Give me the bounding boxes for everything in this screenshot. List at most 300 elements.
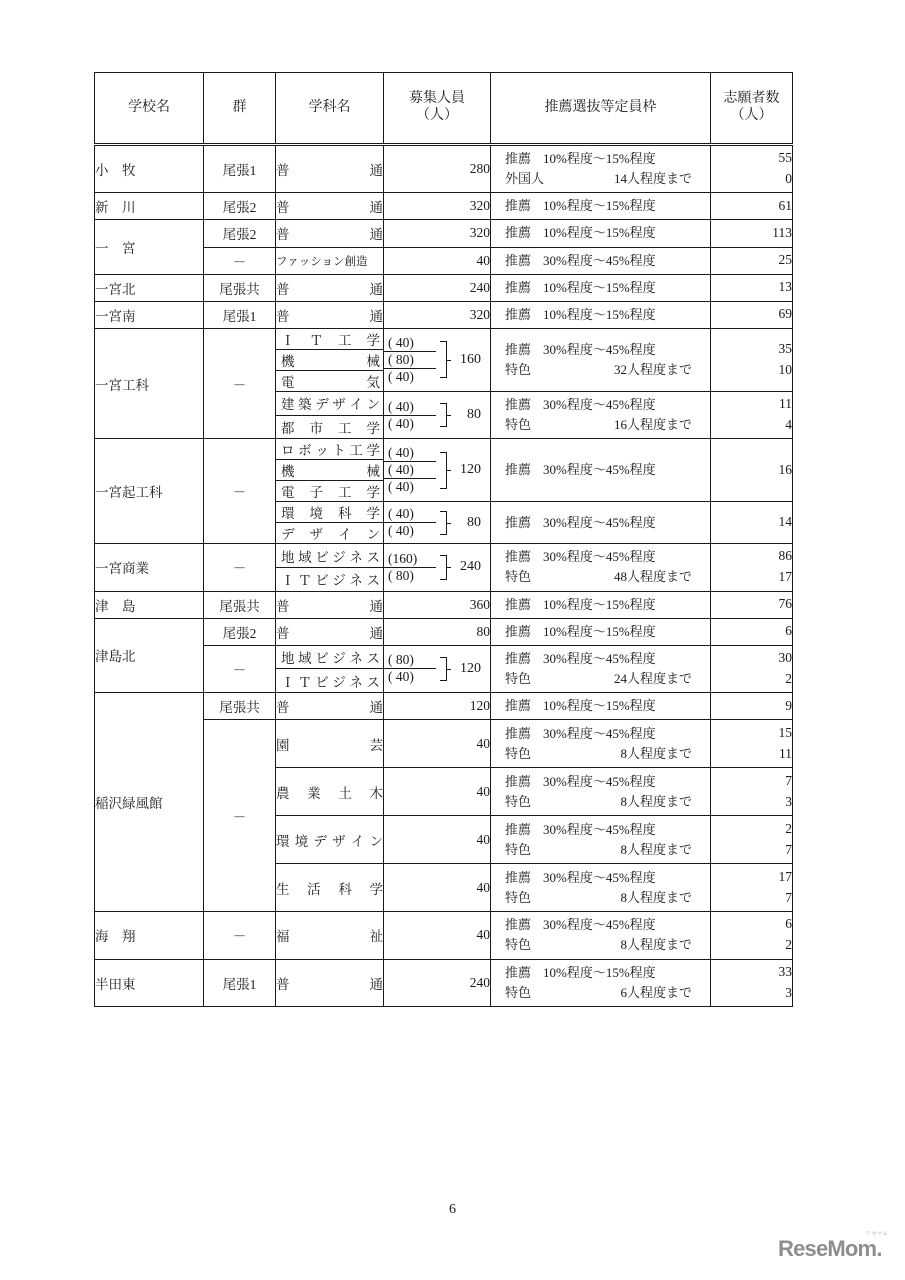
department-char: 域: [298, 549, 312, 565]
capacity-group-cell: [384, 439, 491, 502]
applicants-count: 7: [785, 841, 792, 857]
capacity-cell: 40: [384, 864, 491, 912]
selection-kind: 推薦: [505, 198, 532, 214]
selection-quota-line: [491, 983, 710, 1003]
department-char: デ: [281, 527, 295, 543]
table-row: [95, 193, 793, 220]
department-name: [276, 622, 383, 642]
department-char: ジ: [332, 573, 346, 589]
department-char: ト: [332, 443, 346, 459]
department-name-wrap: [276, 647, 383, 667]
applicants-count: 9: [785, 697, 792, 713]
school-name-cell: 一宮工科: [95, 328, 204, 438]
table-row: [95, 301, 793, 328]
applicants-count-cell: [711, 618, 793, 645]
table-header-row: [95, 73, 793, 145]
gun-cell: －: [204, 720, 276, 912]
gun-cell: 尾張2: [204, 220, 276, 247]
applicants-count: 11: [779, 396, 792, 412]
admissions-table-body: [95, 73, 793, 1007]
gun-cell: 尾張共: [204, 274, 276, 301]
selection-quota-cell: [491, 591, 711, 618]
selection-kind: 推薦: [505, 396, 532, 412]
selection-kind: 推薦: [505, 623, 532, 639]
applicants-count-cell: [711, 193, 793, 220]
department-char: 電: [281, 485, 295, 501]
header-applicants: [711, 73, 793, 145]
applicants-count: 17: [778, 569, 792, 585]
school-name-cell: 新 川: [95, 193, 204, 220]
selection-quota-cell: [491, 816, 711, 864]
department-char: 祉: [369, 929, 383, 945]
selection-quota-list: [491, 912, 710, 958]
brace-shape: [440, 555, 447, 579]
applicants-count-cell: [711, 220, 793, 247]
gun-cell: 尾張2: [204, 618, 276, 645]
department-name: [276, 393, 383, 413]
selection-quota-line: [491, 278, 710, 298]
department-char: 普: [276, 598, 290, 614]
selection-quota-cell: [491, 912, 711, 959]
department-char: ジ: [332, 549, 346, 565]
department-name-cell: [276, 391, 384, 415]
sub-capacity-list: [384, 399, 436, 432]
department-char: 科: [338, 881, 352, 897]
department-char: ス: [366, 573, 380, 589]
department-name-cell: [276, 502, 384, 523]
department-name: [276, 973, 383, 993]
sub-capacity: ( 40): [388, 415, 414, 431]
gun-cell: －: [204, 544, 276, 591]
header-capacity: [384, 73, 491, 145]
school-name-cell: 一 宮: [95, 220, 204, 274]
applicants-count-cell: [711, 591, 793, 618]
department-char: イ: [349, 397, 363, 413]
selection-value: 8人程度まで: [620, 841, 692, 857]
department-char: 通: [369, 598, 383, 614]
selection-value: 10%程度〜15%程度: [543, 596, 656, 612]
admissions-table: [94, 72, 793, 1007]
department-name: [276, 523, 383, 543]
applicants-count: 11: [779, 745, 792, 761]
department-name-cell: [276, 145, 384, 193]
capacity-cell: 40: [384, 912, 491, 959]
department-char: 工: [338, 485, 352, 501]
selection-kind: 推薦: [505, 462, 532, 478]
department-char: ネ: [349, 651, 363, 667]
department-name: [276, 159, 383, 179]
selection-kind: 特色: [505, 745, 532, 761]
selection-value: 8人程度まで: [620, 745, 692, 761]
department-char: ザ: [332, 397, 346, 413]
department-name: [276, 305, 383, 325]
selection-quota-list: [491, 337, 710, 383]
department-name-cell: [276, 669, 384, 693]
applicants-count: 15: [778, 724, 792, 740]
selection-quota-line: [491, 696, 710, 716]
department-name-wrap: [276, 569, 383, 589]
department-char: 域: [298, 651, 312, 667]
selection-value: 30%程度〜45%程度: [543, 462, 656, 478]
school-name-cell: 半田東: [95, 959, 204, 1006]
department-char: Ｉ: [281, 332, 295, 348]
applicants-count-cell: [711, 274, 793, 301]
department-name-wrap: [276, 502, 383, 522]
selection-quota-cell: [491, 864, 711, 912]
selection-quota-cell: [491, 959, 711, 1006]
applicants-count-cell: [711, 145, 793, 193]
selection-quota-list: [491, 960, 710, 1006]
watermark-text: [778, 1236, 882, 1262]
applicants-count-cell: [711, 645, 793, 692]
department-name: [276, 569, 383, 589]
gun-cell: －: [204, 328, 276, 438]
group-total: 80: [467, 407, 481, 423]
selection-quota-line: [491, 744, 710, 764]
selection-kind: 推薦: [505, 964, 532, 980]
department-char: ビ: [315, 651, 329, 667]
department-char: 通: [369, 625, 383, 641]
selection-quota-line: [491, 792, 710, 812]
selection-quota-list: [491, 457, 710, 483]
capacity-cell: 320: [384, 220, 491, 247]
sub-capacity-list: [384, 652, 436, 685]
applicants-count: 13: [778, 279, 792, 295]
selection-quota-cell: [491, 301, 711, 328]
selection-kind: 特色: [505, 361, 532, 377]
department-char: 生: [276, 881, 290, 897]
department-name: [276, 734, 383, 754]
department-char: 通: [369, 308, 383, 324]
selection-quota-list: [491, 302, 710, 328]
page-number: 6: [449, 1202, 456, 1217]
department-char: 普: [276, 976, 290, 992]
department-char: デ: [313, 833, 327, 849]
capacity-cell: 80: [384, 618, 491, 645]
selection-quota-list: [491, 510, 710, 536]
selection-kind: 推薦: [505, 725, 532, 741]
selection-quota-line: [491, 149, 710, 169]
department-char: ン: [366, 397, 380, 413]
department-char: ネ: [349, 674, 363, 690]
header-applicants-line1: 志願者数: [723, 91, 780, 107]
selection-quota-line: [491, 595, 710, 615]
department-char: 子: [309, 485, 323, 501]
selection-quota-list: [491, 769, 710, 815]
department-name-cell: [276, 720, 384, 768]
selection-value: 24人程度まで: [613, 670, 692, 686]
gun-cell: －: [204, 645, 276, 692]
selection-quota-line: [491, 196, 710, 216]
selection-quota-list: [491, 248, 710, 274]
applicants-count-cell: [711, 301, 793, 328]
sub-capacity: ( 40): [388, 479, 414, 495]
group-brace: [436, 551, 450, 584]
department-char: 通: [369, 227, 383, 243]
department-name: [276, 546, 383, 566]
department-char: ロ: [281, 443, 295, 459]
selection-quota-line: [491, 415, 710, 435]
sub-capacity: ( 40): [388, 523, 414, 539]
applicants-count: 86: [778, 548, 792, 564]
applicants-count: 10: [778, 361, 792, 377]
selection-quota-cell: [491, 145, 711, 193]
selection-value: 30%程度〜45%程度: [543, 549, 656, 565]
gun-cell: 尾張2: [204, 193, 276, 220]
selection-quota-list: [491, 693, 710, 719]
department-char: 通: [369, 976, 383, 992]
department-char: 工: [338, 420, 352, 436]
department-name: [276, 460, 383, 480]
gun-cell: 尾張共: [204, 591, 276, 618]
applicants-count: 33: [778, 963, 792, 979]
department-char: デ: [315, 397, 329, 413]
department-name-cell: [276, 567, 384, 591]
resemom-watermark: [778, 1230, 890, 1264]
selection-quota-cell: [491, 439, 711, 502]
department-name-cell: [276, 328, 384, 349]
selection-quota-line: [491, 935, 710, 955]
applicants-count: 0: [785, 171, 792, 187]
department-char: 境: [309, 506, 323, 522]
school-name-cell: 津 島: [95, 591, 204, 618]
department-char: 学: [366, 332, 380, 348]
group-total: 120: [460, 462, 481, 478]
applicants-count: 3: [785, 984, 792, 1000]
department-char: 市: [309, 420, 323, 436]
selection-quota-line: [491, 669, 710, 689]
department-char: イ: [338, 527, 352, 543]
department-name-cell: [276, 481, 384, 502]
applicants-count: 61: [778, 197, 792, 213]
department-name-wrap: [276, 439, 383, 459]
department-char: イ: [350, 833, 365, 849]
capacity-cell: 120: [384, 693, 491, 720]
department-name: [276, 196, 383, 216]
sub-capacity: ( 40): [388, 669, 414, 685]
watermark-dot: .: [876, 1236, 882, 1261]
department-name: ファッション創造: [276, 255, 368, 268]
selection-quota-list: [491, 146, 710, 192]
sub-capacity: ( 80): [384, 652, 436, 669]
selection-kind: 推薦: [505, 225, 532, 241]
department-char: 築: [298, 397, 312, 413]
department-char: Ｔ: [298, 674, 312, 690]
applicants-count-cell: [711, 816, 793, 864]
selection-value: 48人程度まで: [613, 569, 692, 585]
selection-quota-line: [491, 724, 710, 744]
brace-shape: [440, 341, 447, 378]
selection-kind: 推薦: [505, 596, 532, 612]
gun-cell: －: [204, 439, 276, 544]
selection-quota-line: [491, 868, 710, 888]
selection-value: 30%程度〜45%程度: [543, 341, 656, 357]
selection-quota-line: [491, 567, 710, 587]
department-char: Ｉ: [281, 573, 295, 589]
watermark-ruby: リセマム: [866, 1231, 888, 1237]
gun-cell: 尾張共: [204, 693, 276, 720]
department-name: [276, 439, 383, 459]
department-name: [276, 278, 383, 298]
selection-value: 30%程度〜45%程度: [543, 725, 656, 741]
applicants-count: 2: [785, 670, 792, 686]
department-name-cell: [276, 274, 384, 301]
department-name: [276, 696, 383, 716]
department-name-cell: [276, 220, 384, 247]
department-name: [276, 371, 383, 391]
selection-quota-line: [491, 963, 710, 983]
selection-quota-list: [491, 193, 710, 219]
group-brace: [436, 652, 450, 685]
capacity-group-wrap: [384, 652, 490, 685]
selection-kind: 推薦: [505, 151, 532, 166]
selection-kind: 特色: [505, 841, 532, 857]
department-char: 建: [281, 397, 295, 413]
selection-quota-cell: [491, 328, 711, 391]
applicants-count: 69: [778, 306, 792, 322]
selection-quota-list: [491, 619, 710, 645]
table-row: [95, 591, 793, 618]
department-name-cell: [276, 864, 384, 912]
applicants-count-cell: [711, 544, 793, 591]
group-brace: [436, 506, 450, 539]
department-char: 工: [338, 332, 352, 348]
applicants-count: 7: [785, 772, 792, 788]
department-name: [276, 502, 383, 522]
department-char: ザ: [309, 527, 323, 543]
applicants-count-cell: [711, 247, 793, 274]
department-name-wrap: [276, 371, 383, 391]
selection-quota-list: [491, 544, 710, 590]
selection-quota-cell: [491, 193, 711, 220]
department-char: 学: [366, 485, 380, 501]
applicants-count: 7: [785, 889, 792, 905]
selection-quota-line: [491, 360, 710, 380]
department-char: ッ: [315, 443, 329, 459]
capacity-cell: 280: [384, 145, 491, 193]
department-name-cell: [276, 618, 384, 645]
department-name-cell: [276, 193, 384, 220]
school-name-cell: 一宮南: [95, 301, 204, 328]
selection-quota-line: [491, 169, 710, 189]
capacity-cell: 320: [384, 193, 491, 220]
department-char: ス: [366, 549, 380, 565]
selection-value: 10%程度〜15%程度: [543, 623, 656, 639]
selection-quota-line: [491, 888, 710, 908]
department-name: [276, 878, 383, 898]
selection-kind: 推薦: [505, 252, 532, 268]
department-char: ビ: [315, 549, 329, 565]
capacity-group-cell: [384, 544, 491, 591]
selection-quota-cell: [491, 618, 711, 645]
department-char: ン: [366, 527, 380, 543]
selection-value: 10%程度〜15%程度: [543, 306, 656, 322]
department-char: 械: [366, 353, 380, 369]
selection-quota-cell: [491, 544, 711, 591]
capacity-cell: 240: [384, 274, 491, 301]
school-name-cell: 津島北: [95, 618, 204, 692]
department-char: 芸: [369, 737, 383, 753]
applicants-count: 76: [778, 596, 792, 612]
capacity-cell: 240: [384, 959, 491, 1006]
selection-kind: 推薦: [505, 821, 532, 837]
department-name-cell: [276, 460, 384, 481]
applicants-count: 55: [778, 150, 792, 166]
selection-value: 10%程度〜15%程度: [543, 279, 656, 295]
department-char: 都: [281, 420, 295, 436]
department-name-cell: [276, 912, 384, 959]
selection-value: 30%程度〜45%程度: [543, 773, 656, 789]
selection-quota-line: [491, 840, 710, 860]
selection-value: 6人程度まで: [620, 984, 692, 1000]
department-name-cell: [276, 645, 384, 669]
selection-quota-list: [491, 646, 710, 692]
applicants-count-cell: [711, 439, 793, 502]
table-row: [95, 220, 793, 247]
header-gun: [204, 73, 276, 145]
department-char: 通: [369, 163, 383, 179]
applicants-count-cell: [711, 391, 793, 438]
department-char: 普: [276, 308, 290, 324]
selection-quota-list: [491, 220, 710, 246]
selection-quota-cell: [491, 391, 711, 438]
sub-capacity: (160): [384, 551, 436, 568]
sub-capacity-list: [384, 506, 436, 539]
brace-shape: [440, 657, 447, 681]
sub-capacity: ( 40): [384, 335, 436, 352]
department-char: 業: [307, 785, 321, 801]
group-brace: [436, 399, 450, 432]
department-char: 活: [307, 881, 321, 897]
sub-capacity: ( 40): [388, 368, 414, 384]
applicants-count: 6: [785, 623, 792, 639]
selection-kind: 特色: [505, 670, 532, 686]
department-char: ス: [366, 674, 380, 690]
selection-value: 30%程度〜45%程度: [543, 821, 656, 837]
department-char: ビ: [315, 674, 329, 690]
selection-quota-cell: [491, 768, 711, 816]
department-name-cell: [276, 349, 384, 370]
department-name-cell: [276, 816, 384, 864]
applicants-count-cell: [711, 502, 793, 544]
capacity-group-cell: [384, 645, 491, 692]
capacity-group-cell: [384, 502, 491, 544]
brace-shape: [440, 403, 447, 427]
department-name: [276, 595, 383, 615]
selection-value: 30%程度〜45%程度: [543, 650, 656, 666]
department-name-wrap: [276, 393, 383, 413]
capacity-group-wrap: [384, 445, 490, 495]
department-name-cell: [276, 439, 384, 460]
applicants-count-cell: [711, 864, 793, 912]
table-row: [95, 145, 793, 193]
table-row: [95, 912, 793, 959]
group-total: 80: [467, 514, 481, 530]
selection-value: 10%程度〜15%程度: [543, 698, 656, 714]
selection-quota-line: [491, 622, 710, 642]
department-name-cell: [276, 959, 384, 1006]
selection-value: 14人程度まで: [613, 171, 692, 187]
selection-value: 30%程度〜45%程度: [543, 252, 656, 268]
selection-value: 10%程度〜15%程度: [543, 198, 656, 214]
selection-value: 32人程度まで: [613, 361, 692, 377]
selection-quota-cell: [491, 220, 711, 247]
capacity-group-wrap: [384, 335, 490, 385]
sub-capacity: ( 80): [388, 567, 414, 583]
header-school: [95, 73, 204, 145]
selection-quota-cell: [491, 645, 711, 692]
applicants-count-cell: [711, 768, 793, 816]
